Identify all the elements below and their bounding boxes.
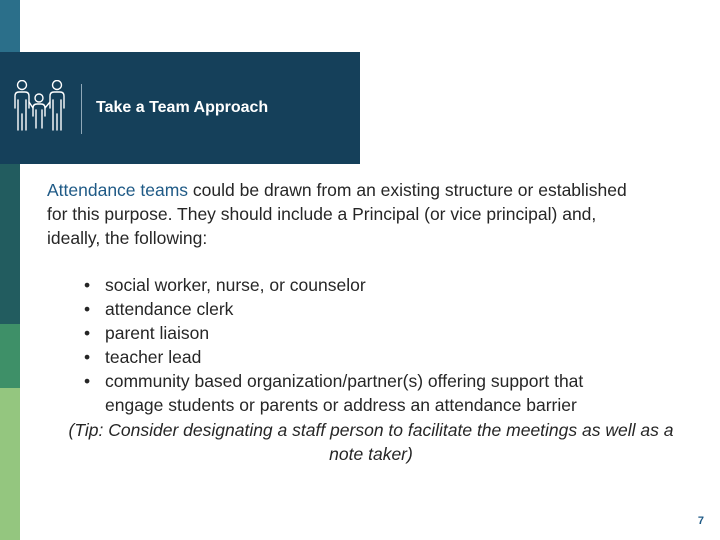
bullet-marker: • xyxy=(84,275,91,295)
bullet-marker: • xyxy=(84,371,91,391)
list-item xyxy=(84,321,684,345)
page-title: Take a Team Approach xyxy=(96,99,269,116)
side-bar-segment-5 xyxy=(0,388,20,540)
intro-text: could be drawn from an existing structure or established for this purpose. They should include a Principal (or vice principal) and, ideally, the following: xyxy=(47,180,627,248)
bullet-marker: • xyxy=(84,323,91,343)
team-member-list xyxy=(84,273,684,417)
list-item-text: social worker, nurse, or counselor xyxy=(105,275,366,295)
tip-note: (Tip: Consider designating a staff person to facilitate the meetings as well as a note taker) xyxy=(68,420,674,464)
list-item-text: community based organization/partner(s) offering support that xyxy=(105,371,584,391)
side-bar-segment-3 xyxy=(0,164,20,324)
list-item-text: parent liaison xyxy=(105,323,210,343)
list-item-text: teacher lead xyxy=(105,347,202,367)
intro-highlight: Attendance teams xyxy=(47,180,189,200)
page-number: 7 xyxy=(697,515,704,527)
bullet-marker: • xyxy=(84,299,91,319)
list-item xyxy=(84,273,684,297)
intro-paragraph xyxy=(47,178,647,250)
list-item xyxy=(84,297,684,321)
list-item-continuation: engage students or parents or address an attendance barrier xyxy=(105,395,577,415)
list-item-text: attendance clerk xyxy=(105,299,234,319)
team-people-icon xyxy=(12,80,70,134)
side-bar-segment-1 xyxy=(0,0,20,52)
side-bar-segment-4 xyxy=(0,324,20,388)
header-divider xyxy=(81,84,82,134)
list-item xyxy=(84,345,684,369)
bullet-marker: • xyxy=(84,347,91,367)
list-item xyxy=(84,369,684,417)
